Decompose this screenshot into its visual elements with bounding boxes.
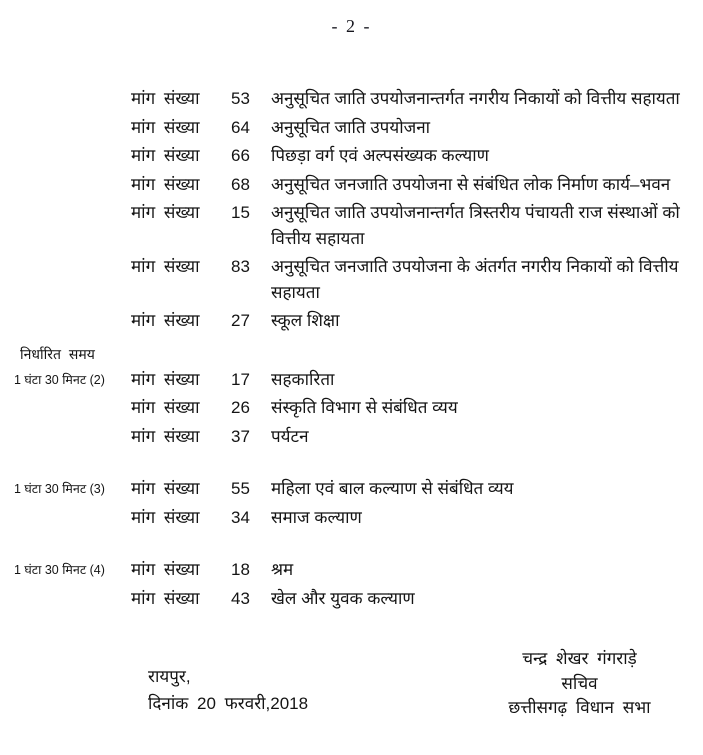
demand-number-value: 34 xyxy=(231,507,250,527)
table-row xyxy=(0,143,703,169)
demand-number-label: मांग संख्या xyxy=(131,117,200,137)
demand-number-label: मांग संख्या xyxy=(131,507,200,527)
demand-number-label: मांग संख्या xyxy=(131,560,200,579)
demand-description: श्रम xyxy=(271,560,294,579)
demand-schedule-table xyxy=(0,86,703,611)
time-label-spacer xyxy=(0,308,131,312)
demand-number-value: 68 xyxy=(231,174,250,194)
demand-description: समाज कल्याण xyxy=(271,507,362,527)
demand-number-label: मांग संख्या xyxy=(131,426,200,446)
demand-number-value: 17 xyxy=(231,369,250,389)
demand-number-value: 43 xyxy=(231,588,250,608)
document-footer xyxy=(0,647,703,721)
signatory-name: चन्द्र शेखर गंगराड़े xyxy=(522,649,637,668)
table-row xyxy=(0,115,703,141)
place-date-block xyxy=(148,647,308,717)
time-label-spacer xyxy=(0,86,131,90)
demand-number-label: मांग संख्या xyxy=(131,369,200,389)
time-label-spacer xyxy=(0,505,131,509)
table-row xyxy=(0,254,703,305)
demand-number-label: मांग संख्या xyxy=(131,257,200,276)
allotted-time-heading: निर्धारित समय xyxy=(20,345,95,362)
time-label-spacer xyxy=(0,115,131,119)
time-label-spacer xyxy=(0,200,131,204)
demand-number-label: मांग संख्या xyxy=(131,203,200,222)
time-label-spacer xyxy=(0,143,131,147)
table-row xyxy=(0,557,703,583)
table-row xyxy=(0,424,703,450)
time-allocation-label: 1 घंटा 30 मिनट (3) xyxy=(14,482,105,496)
time-label-spacer xyxy=(0,424,131,428)
demand-number-label: मांग संख्या xyxy=(131,398,200,417)
table-row xyxy=(0,586,703,612)
signature-block xyxy=(472,647,687,721)
demand-description: खेल और युवक कल्याण xyxy=(271,588,415,608)
table-row xyxy=(0,476,703,502)
demand-number-value: 15 xyxy=(231,203,250,222)
demand-number-value: 55 xyxy=(231,479,250,498)
demand-number-value: 27 xyxy=(231,311,250,330)
demand-number-label: मांग संख्या xyxy=(131,174,200,194)
demand-number-label: मांग संख्या xyxy=(131,479,200,498)
demand-number-value: 18 xyxy=(231,560,250,579)
demand-description: महिला एवं बाल कल्याण से संबंधित व्यय xyxy=(271,479,514,498)
demand-description: अनुसूचित जाति उपयोजनान्तर्गत नगरीय निकायों को वित्तीय सहायता xyxy=(271,89,680,108)
demand-number-label: मांग संख्या xyxy=(131,146,200,165)
demand-number-value: 26 xyxy=(231,398,250,417)
demand-description: अनुसूचित जाति उपयोजना xyxy=(271,117,431,137)
table-row xyxy=(0,172,703,198)
demand-description: अनुसूचित जाति उपयोजनान्तर्गत त्रिस्तरीय पंचायती राज संस्थाओं को वित्तीय सहायता xyxy=(271,203,680,248)
demand-description: पिछड़ा वर्ग एवं अल्पसंख्यक कल्याण xyxy=(271,146,489,165)
table-row xyxy=(0,308,703,334)
demand-description: पर्यटन xyxy=(271,426,309,446)
demand-number-value: 37 xyxy=(231,426,250,446)
demand-number-label: मांग संख्या xyxy=(131,588,200,608)
table-row xyxy=(0,200,703,251)
demand-description: संस्कृति विभाग से संबंधित व्यय xyxy=(271,398,458,417)
table-row xyxy=(0,367,703,393)
demand-number-value: 66 xyxy=(231,146,250,165)
signatory-title: सचिव xyxy=(561,673,598,693)
demand-number-label: मांग संख्या xyxy=(131,311,200,330)
demand-number-value: 53 xyxy=(231,89,250,108)
signatory-organization: छत्तीसगढ़ विधान सभा xyxy=(508,698,651,718)
time-allocation-label: 1 घंटा 30 मिनट (4) xyxy=(14,563,105,577)
table-row xyxy=(0,395,703,421)
demand-description: स्कूल शिक्षा xyxy=(271,311,340,330)
demand-number-label: मांग संख्या xyxy=(131,89,200,108)
date-label: दिनांक 20 फरवरी,2018 xyxy=(148,694,309,714)
demand-number-value: 64 xyxy=(231,117,250,137)
page-number: - 2 - xyxy=(331,16,372,36)
demand-description: अनुसूचित जनजाति उपयोजना से संबंधित लोक निर्माण कार्य–भवन xyxy=(271,174,671,194)
place-label: रायपुर, xyxy=(148,667,191,686)
time-label-spacer xyxy=(0,254,131,258)
time-allocation-label: 1 घंटा 30 मिनट (2) xyxy=(14,372,105,387)
time-label-spacer xyxy=(0,586,131,590)
demand-description: सहकारिता xyxy=(271,369,335,389)
time-label-spacer xyxy=(0,395,131,399)
demand-number-value: 83 xyxy=(231,257,250,276)
demand-description: अनुसूचित जनजाति उपयोजना के अंतर्गत नगरीय निकायों को वित्तीय सहायता xyxy=(271,257,679,302)
time-label-spacer xyxy=(0,172,131,176)
table-row xyxy=(0,86,703,112)
table-row xyxy=(0,505,703,531)
